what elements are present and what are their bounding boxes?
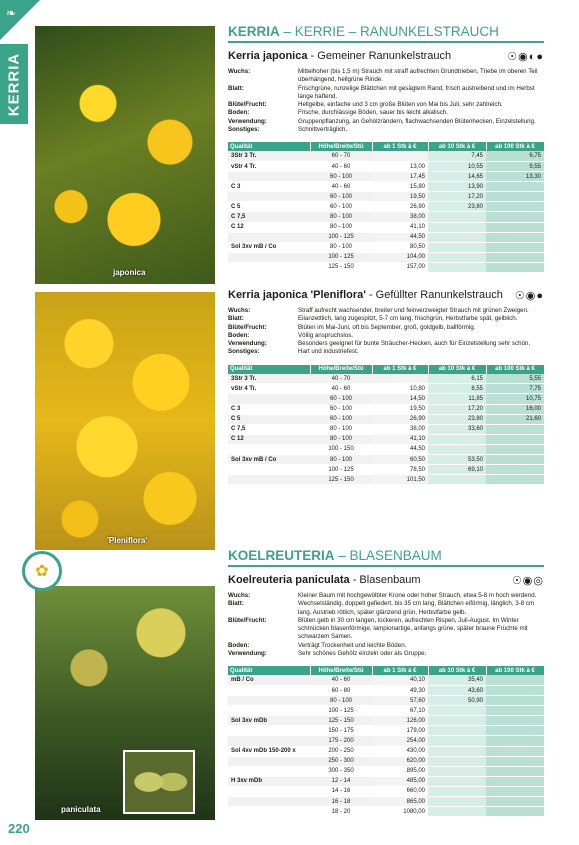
table-cell [486,766,544,776]
table-cell: 200 - 250 [310,746,372,756]
table-cell: 15,80 [372,182,428,192]
table-cell [486,192,544,202]
table-cell: 620,00 [372,756,428,766]
table-cell [428,736,486,746]
table-cell [228,475,310,485]
table-cell: 60 - 100 [310,172,372,182]
table-cell: 125 - 150 [310,262,372,272]
table-cell [228,696,310,706]
table-cell: 100 - 150 [310,444,372,454]
table-cell: C 7,5 [228,212,310,222]
side-tab-label: KERRIA [5,52,23,116]
koelreuteria-photo [35,586,215,820]
table-row [228,444,544,454]
table-row [228,242,544,252]
table-cell: 13,30 [486,172,544,182]
table-cell: C 12 [228,434,310,444]
table-cell: 80 - 100 [310,222,372,232]
table-cell [228,726,310,736]
table-cell: 35,40 [428,675,486,685]
table-cell: C 5 [228,414,310,424]
table-cell: 17,45 [372,172,428,182]
table-cell [486,465,544,475]
table-cell [428,212,486,222]
plant-latin-name: Kerria japonica [228,50,308,62]
table-cell [228,706,310,716]
table-cell [228,736,310,746]
table-cell: 16 - 18 [310,797,372,807]
table-row [228,252,544,262]
table-cell: 12 - 14 [310,776,372,786]
table-cell [228,756,310,766]
table-cell: 11,85 [428,394,486,404]
table-row [228,394,544,404]
table-cell: 5,55 [486,374,544,384]
plant-german-name: - Gemeiner Ranunkelstrauch [307,50,452,62]
table-cell: Sol 3xv mDb [228,716,310,726]
table-cell [228,786,310,796]
table-row [228,696,544,706]
table-cell: 44,50 [372,444,428,454]
table-row [228,192,544,202]
table-cell [486,786,544,796]
table-row [228,404,544,414]
table-cell [428,242,486,252]
table-cell: 13,90 [428,182,486,192]
table-row [228,706,544,716]
table-cell: 104,00 [372,252,428,262]
table-cell: 40 - 60 [310,161,372,171]
table-cell [486,675,544,685]
table-cell [228,262,310,272]
photo-caption: 'Pleniflora' [107,536,148,545]
column-header: ab 100 Stk à € [486,365,544,374]
table-cell: 19,50 [372,404,428,414]
table-cell [428,797,486,807]
table-cell [486,696,544,706]
table-cell [486,262,544,272]
table-row [228,675,544,685]
table-cell: 41,10 [372,434,428,444]
table-cell [486,212,544,222]
table-cell [228,766,310,776]
table-row [228,465,544,475]
table-cell [486,222,544,232]
table-cell: C 5 [228,202,310,212]
table-cell [228,797,310,807]
table-cell [486,232,544,242]
table-cell: 157,00 [372,262,428,272]
section-title: KOELREUTERIA – BLASENBAUM [228,548,442,563]
plant-german-name: - Gefüllter Ranunkelstrauch [365,289,503,301]
price-table [228,365,545,486]
table-cell [428,766,486,776]
table-cell: 40 - 60 [310,675,372,685]
table-row [228,262,544,272]
site-icons: ☉◉● [514,290,544,302]
table-cell [228,252,310,262]
column-header: ab 1 Stk à € [372,142,428,151]
table-cell: 485,00 [372,776,428,786]
table-cell: 53,50 [428,455,486,465]
table-cell [428,706,486,716]
table-cell: 100 - 125 [310,252,372,262]
section-rule [228,41,544,43]
section-title: KERRIA – KERRIE – RANUNKELSTRAUCH [228,24,499,39]
table-cell [486,424,544,434]
table-cell: 33,60 [428,424,486,434]
table-cell: 9,55 [486,161,544,171]
table-cell: 895,00 [372,766,428,776]
column-header: Qualität [228,142,310,151]
table-cell: 49,30 [372,685,428,695]
table-row [228,766,544,776]
plant-description: Wuchs: Straff aufrecht wachsender, breiter und feinverzweigter Strauch mit grünen Zweigen. Blatt: Eilanzettlich, lang zugespitzt, 5-7 cm lang, frischgrün, Herbstfarbe spät, gelblich. Blüte/Frucht: Blüten im Mai-Juni, oft bis September, groß, goldgelb, ballförmig. Boden: Völlig anspruchslos. Verwendung: Besonders geeignet für bunte Sträucher-Hecken, auch für Einzelstellung sehr schön. Sonstiges: Hart und industriefest. [228,307,531,356]
table-row [228,475,544,485]
table-cell: 125 - 150 [310,475,372,485]
column-header: Höhe/Breite/Stü [310,365,372,374]
table-row [228,756,544,766]
table-row [228,172,544,182]
table-cell [228,465,310,475]
table-cell: 125 - 150 [310,716,372,726]
table-row [228,685,544,695]
table-cell: C 3 [228,182,310,192]
table-cell [486,716,544,726]
column-header: Qualität [228,666,310,675]
site-icons: ☉◉◎ [511,575,544,587]
table-cell [228,172,310,182]
table-cell [428,252,486,262]
table-cell: 60 - 100 [310,394,372,404]
table-cell [486,706,544,716]
kerria-japonica-photo [35,26,215,284]
column-header: ab 10 Stk à € [428,666,486,675]
table-cell [428,726,486,736]
table-cell [428,434,486,444]
table-cell: 101,50 [372,475,428,485]
column-header: ab 100 Stk à € [486,666,544,675]
table-cell: vStr 4 Tr. [228,161,310,171]
bee-friendly-badge: ✿ [22,551,62,591]
table-cell: 23,80 [428,202,486,212]
table-row [228,434,544,444]
table-cell: 80 - 100 [310,434,372,444]
column-header: ab 10 Stk à € [428,142,486,151]
table-cell: 18 - 20 [310,807,372,817]
table-row [228,746,544,756]
table-cell: 7,75 [486,384,544,394]
table-row [228,716,544,726]
table-cell [372,151,428,161]
table-cell [486,242,544,252]
table-cell: 17,20 [428,192,486,202]
table-cell: Sol 4xv mDb 150-200 x [228,746,310,756]
table-cell: 17,20 [428,404,486,414]
table-cell [486,685,544,695]
table-cell [428,807,486,817]
table-cell: 43,60 [428,685,486,695]
table-cell: 6,15 [428,374,486,384]
table-cell [428,786,486,796]
table-cell: 16,00 [486,404,544,414]
table-cell [428,232,486,242]
table-cell: 300 - 350 [310,766,372,776]
table-cell [486,455,544,465]
table-cell: 179,00 [372,726,428,736]
plant-description: Wuchs: Kleiner Baum mit hochgewölbter Krone oder hoher Strauch, etwa 5-8 m hoch werdend. Blatt: Wechselständig, doppelt gefiedert, bis 35 cm lang, Blättchen eiförmig, länglich, 3-8 cm lang. Austrieb rötlich, später glänzend grün, Herbstfarbe gelb. Blüte/Frucht: Blüten gelb in 30 cm langen, lockeren, aufrechten Rispen, Juli-August. Im Winter schmücken blasenförmige, lampionartige, anfangs grüne, später braune Früchte mit schwarzem Samen. Boden: Verträgt Trockenheit und leichte Böden. Verwendung: Sehr schönes Gehölz einzeln oder als Gruppe. [228,592,537,658]
table-row [228,232,544,242]
table-cell: 80 - 100 [310,696,372,706]
table-cell: 3Str 3 Tr. [228,374,310,384]
table-cell: 865,00 [372,797,428,807]
table-cell [372,374,428,384]
table-cell: 100 - 125 [310,232,372,242]
table-cell [486,182,544,192]
table-cell: 6,75 [486,151,544,161]
plant-heading [228,50,544,62]
table-row [228,736,544,746]
table-cell: 44,50 [372,232,428,242]
page-number: 220 [8,821,30,836]
table-cell: 57,60 [372,696,428,706]
table-row [228,776,544,786]
table-cell: 14 - 16 [310,786,372,796]
table-cell: Sol 3xv mB / Co [228,455,310,465]
table-cell: 60 - 100 [310,404,372,414]
table-cell: 100 - 125 [310,465,372,475]
table-cell [428,716,486,726]
table-row [228,797,544,807]
table-cell [486,475,544,485]
column-header: ab 100 Stk à € [486,142,544,151]
plant-heading [228,574,544,586]
table-cell: 430,00 [372,746,428,756]
table-cell: C 12 [228,222,310,232]
table-cell: 175 - 200 [310,736,372,746]
table-row [228,374,544,384]
table-cell: 10,80 [372,384,428,394]
table-cell: 38,00 [372,424,428,434]
table-cell: 26,90 [372,414,428,424]
table-cell [428,222,486,232]
table-cell: 3Str 3 Tr. [228,151,310,161]
table-cell [228,192,310,202]
section-rule [228,565,544,567]
table-cell: 126,00 [372,716,428,726]
table-cell: 26,90 [372,202,428,212]
table-cell: 80 - 100 [310,455,372,465]
table-cell [486,756,544,766]
table-cell: 40 - 70 [310,374,372,384]
table-cell [486,807,544,817]
side-tab [0,44,28,124]
table-cell [486,252,544,262]
table-cell [486,797,544,807]
table-cell [428,746,486,756]
table-row [228,202,544,212]
table-cell [428,262,486,272]
table-cell: 69,10 [428,465,486,475]
table-cell: 50,90 [428,696,486,706]
table-cell [486,746,544,756]
plant-description: Wuchs: Mittelhoher (bis 1,5 m) Strauch mit straff aufrechten Grundtrieben, Triebe im oberen Teil überhängend, hellgrüne Rinde. Blatt: Frischgrüne, runzelige Blättchen mit gesägtem Rand, frisch austreibend und im Herbst lange haftend. Blüte/Frucht: Hellgelbe, einfache und 3 cm große Blüten von Mai bis Juli, sehr zahlreich. Boden: Frische, durchlässige Böden, sauer bis leicht alkalisch. Verwendung: Gruppenpflanzung, an Gehölzrändern, flachwachsenden Blütenhecken, Einzelstellung. Sonstiges: Schnittverträglich. [228,68,538,134]
table-cell: 78,50 [372,465,428,475]
table-cell: 254,00 [372,736,428,746]
table-row [228,414,544,424]
table-cell: 80,50 [372,242,428,252]
plant-german-name: - Blasenbaum [349,574,421,586]
table-cell: 80 - 100 [310,424,372,434]
column-header: ab 1 Stk à € [372,666,428,675]
price-table [228,142,545,273]
table-cell: 13,00 [372,161,428,171]
table-cell: 7,45 [428,151,486,161]
table-cell [228,444,310,454]
table-cell: 21,60 [486,414,544,424]
kerria-pleniflora-photo [35,292,215,550]
table-cell: 60 - 80 [310,685,372,695]
table-row [228,726,544,736]
table-cell: 8,55 [428,384,486,394]
photo-caption: japonica [113,268,146,277]
table-row [228,161,544,171]
price-table [228,666,545,817]
fruit-inset-photo [123,750,195,814]
table-cell: H 3xv mDb [228,776,310,786]
table-cell [228,394,310,404]
table-cell [428,444,486,454]
table-cell [228,232,310,242]
table-cell: 150 - 175 [310,726,372,736]
table-cell: 80 - 100 [310,212,372,222]
table-cell: C 3 [228,404,310,414]
section-koelreuteria [228,548,544,817]
photo-caption: paniculata [61,805,101,814]
table-cell: 60 - 70 [310,151,372,161]
column-header: Qualität [228,365,310,374]
table-cell: 10,55 [428,161,486,171]
column-header: ab 10 Stk à € [428,365,486,374]
table-row [228,786,544,796]
leaf-icon: ❧ [6,6,17,20]
table-row [228,384,544,394]
table-cell [428,475,486,485]
table-cell: 100 - 125 [310,706,372,716]
table-cell [486,444,544,454]
column-header: Höhe/Breite/Stü [310,142,372,151]
table-cell: 60 - 100 [310,414,372,424]
table-cell: C 7,5 [228,424,310,434]
table-cell: 1080,00 [372,807,428,817]
table-cell: 60,50 [372,455,428,465]
table-cell: 80 - 100 [310,242,372,252]
table-row [228,151,544,161]
table-cell: 14,50 [372,394,428,404]
section-kerria [228,24,544,485]
table-cell [428,756,486,766]
table-cell: 40 - 60 [310,384,372,394]
table-cell: 660,00 [372,786,428,796]
table-cell: 14,65 [428,172,486,182]
table-row [228,182,544,192]
table-cell [228,685,310,695]
table-row [228,455,544,465]
table-cell [486,776,544,786]
table-cell: 10,75 [486,394,544,404]
table-cell: mB / Co [228,675,310,685]
column-header: Höhe/Breite/Stü [310,666,372,675]
table-cell: 40,10 [372,675,428,685]
table-cell: 38,00 [372,212,428,222]
column-header: ab 1 Stk à € [372,365,428,374]
table-cell: 250 - 300 [310,756,372,766]
table-cell: 60 - 100 [310,192,372,202]
table-cell: vStr 4 Tr. [228,384,310,394]
table-cell: 67,10 [372,706,428,716]
table-cell [486,202,544,212]
table-row [228,807,544,817]
table-cell: 41,10 [372,222,428,232]
table-cell [486,736,544,746]
table-cell: 23,80 [428,414,486,424]
plant-latin-name: Koelreuteria paniculata [228,574,350,586]
table-cell [486,726,544,736]
table-cell: 40 - 60 [310,182,372,192]
table-cell: Sol 3xv mB / Co [228,242,310,252]
plant-heading [228,289,544,301]
table-cell: 19,50 [372,192,428,202]
table-cell: 60 - 100 [310,202,372,212]
site-icons: ☉◉◐● [507,51,544,63]
table-cell [428,776,486,786]
table-cell [228,807,310,817]
table-row [228,222,544,232]
table-cell [486,434,544,444]
table-row [228,212,544,222]
plant-latin-name: Kerria japonica 'Pleniflora' [228,289,366,301]
table-row [228,424,544,434]
